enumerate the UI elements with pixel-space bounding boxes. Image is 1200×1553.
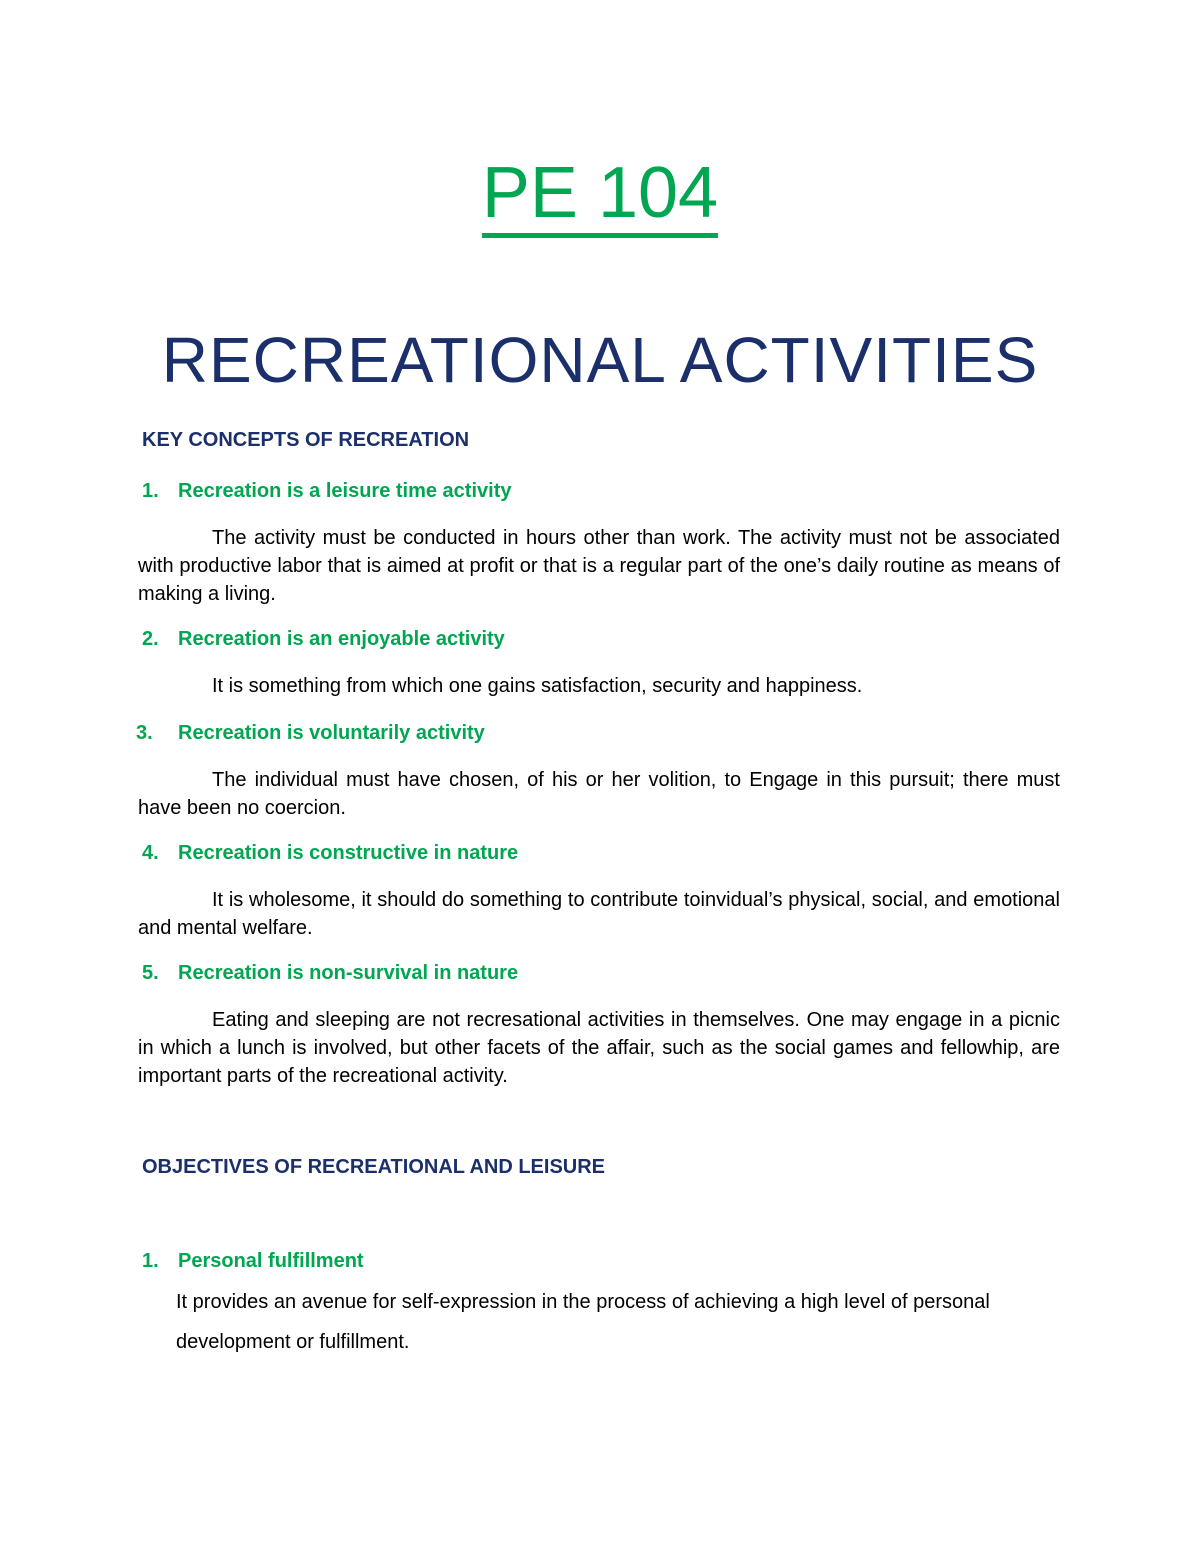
objective-1-body: It provides an avenue for self-expression in the process of achieving a high level of personal development or fulfillment. — [176, 1291, 990, 1353]
main-title: RECREATIONAL ACTIVITIES — [161, 324, 1039, 396]
key-concept-5-title: Recreation is non-survival in nature — [178, 962, 519, 984]
course-code-text: PE 104 — [482, 155, 718, 238]
key-concepts-heading: KEY CONCEPTS OF RECREATION — [142, 429, 470, 451]
objective-1-title: Personal fulfillment — [178, 1250, 364, 1272]
objective-1-heading — [142, 1248, 364, 1274]
key-concept-1-title: Recreation is a leisure time activity — [178, 480, 512, 502]
course-code-title — [0, 148, 1200, 238]
key-concept-4-text: It is wholesome, it should do something to contribute toinvidual’s physical, social, and emotional and mental welfare. — [138, 889, 1060, 939]
key-concept-2-text: It is something from which one gains satisfaction, security and happiness. — [212, 675, 863, 697]
key-concept-1-text: The activity must be conducted in hours other than work. The activity must not be associated with productive labor that is aimed at profit or that is a regular part of the one’s daily routine as means of making a living. — [138, 527, 1060, 605]
key-concept-5-body — [138, 1006, 1060, 1090]
key-concept-1-body — [138, 524, 1060, 608]
key-concept-4-number: 4. — [142, 842, 159, 864]
key-concept-2-title: Recreation is an enjoyable activity — [178, 628, 505, 650]
key-concept-4-title: Recreation is constructive in nature — [178, 842, 519, 864]
key-concept-5-text: Eating and sleeping are not recresational activities in themselves. One may engage in a picnic in which a lunch is involved, but other facets of the affair, such as the social games and fellowhip, are important parts of the recreational activity. — [138, 1009, 1060, 1087]
key-concept-5-number: 5. — [142, 962, 159, 984]
key-concept-3-text: The individual must have chosen, of his or her volition, to Engage in this pursuit; there must have been no coercion. — [138, 769, 1060, 819]
key-concept-2-heading — [142, 626, 505, 652]
objective-1-number: 1. — [142, 1250, 159, 1272]
key-concept-3-title: Recreation is voluntarily activity — [178, 722, 485, 744]
key-concept-3-number: 3. — [136, 722, 153, 744]
key-concept-2-number: 2. — [142, 628, 159, 650]
key-concept-5-heading — [142, 960, 518, 986]
key-concept-3-body — [138, 766, 1060, 822]
objectives-heading: OBJECTIVES OF RECREATIONAL AND LEISURE — [142, 1156, 606, 1178]
key-concept-2-body — [138, 672, 1060, 700]
key-concept-4-heading — [142, 840, 518, 866]
key-concept-1-heading — [142, 478, 512, 504]
key-concept-1-number: 1. — [142, 480, 159, 502]
key-concept-3-heading — [136, 720, 485, 746]
key-concept-4-body — [138, 886, 1060, 942]
